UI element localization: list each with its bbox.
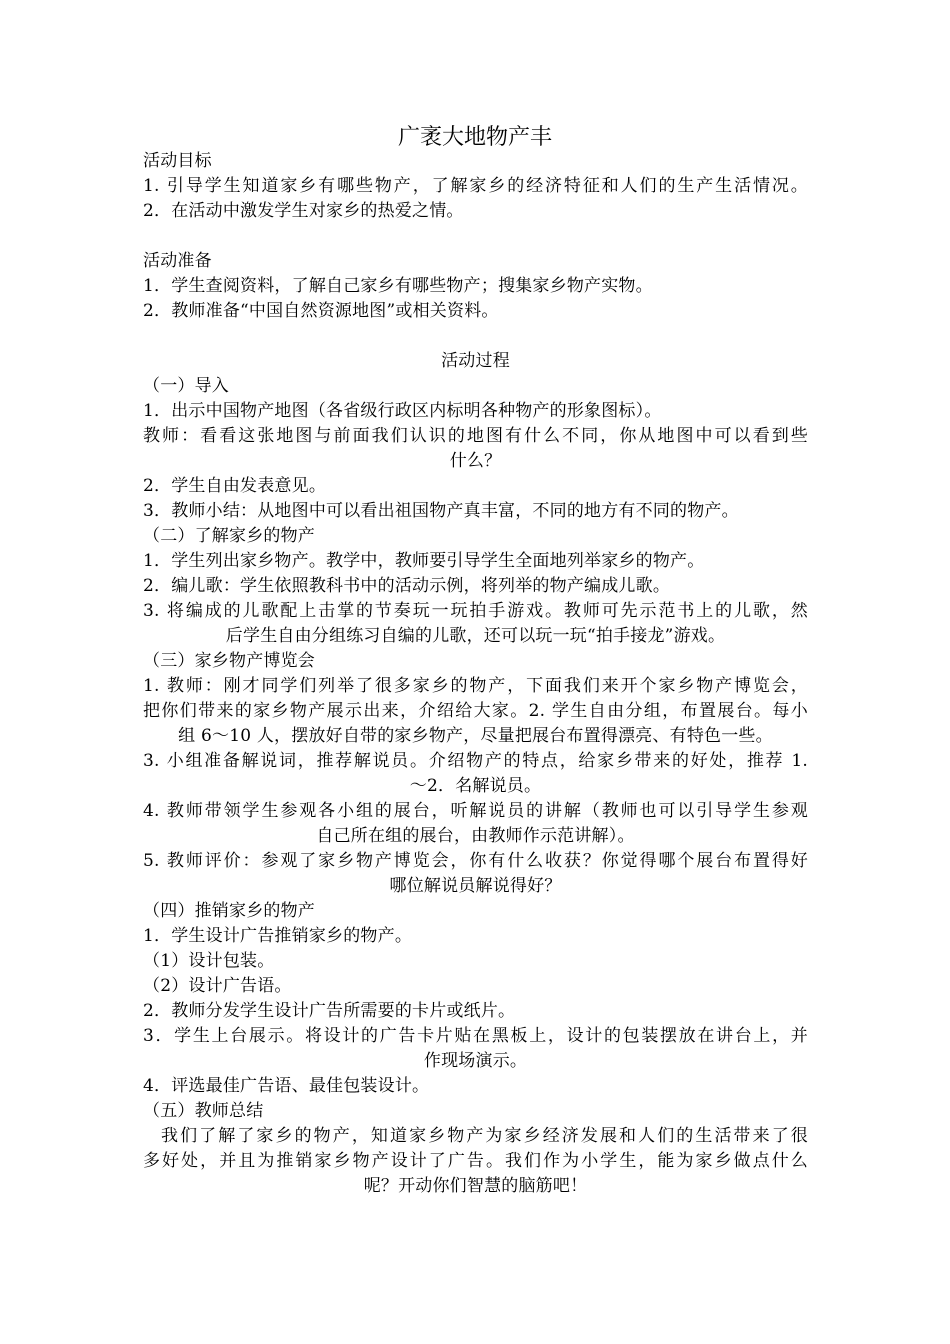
prep-heading: 活动准备 [143,251,212,271]
s1-line-1: 1．出示中国物产地图（各省级行政区内标明各种物产的形象图标）。 [143,401,662,421]
s1-line-2a: 教师：看看这张地图与前面我们认识的地图有什么不同，你从地图中可以看到些 [143,426,808,446]
s3-line-2a: 3. 小组准备解说词，推荐解说员。介绍物产的特点，给家乡带来的好处，推荐 1. [143,751,808,771]
goal-item-1: 1. 引导学生知道家乡有哪些物产，了解家乡的经济特征和人们的生产生活情况。 [143,176,808,196]
s3-line-4a: 5. 教师评价：参观了家乡物产博览会，你有什么收获？你觉得哪个展台布置得好 [143,851,808,871]
s2-line-3b: 后学生自由分组练习自编的儿歌，还可以玩一玩“拍手接龙”游戏。 [225,626,726,646]
s3-line-1b: 把你们带来的家乡物产展示出来，介绍给大家。2. 学生自由分组，布置展台。每小 [143,701,808,721]
s4-line-1: 1．学生设计广告推销家乡的物产。 [143,926,413,946]
s5-paragraph-line-1: 我们了解了家乡的物产，知道家乡物产为家乡经济发展和人们的生活带来了很 [161,1126,808,1146]
s4-line-5a: 3．学生上台展示。将设计的广告卡片贴在黑板上，设计的包装摆放在讲台上，并 [143,1026,808,1046]
goal-item-2: 2．在活动中激发学生对家乡的热爱之情。 [143,201,464,221]
s1-line-3: 2．学生自由发表意见。 [143,476,327,496]
s1-line-4: 3．教师小结：从地图中可以看出祖国物产真丰富，不同的地方有不同的物产。 [143,501,739,521]
s2-line-1: 1．学生列出家乡物产。教学中，教师要引导学生全面地列举家乡的物产。 [143,551,705,571]
section-2-heading: （二）了解家乡的物产 [143,526,315,546]
s2-line-2: 2．编儿歌：学生依照教科书中的活动示例，将列举的物产编成儿歌。 [143,576,671,596]
section-5-heading: （五）教师总结 [143,1101,264,1121]
section-1-heading: （一）导入 [143,376,229,396]
s4-line-2: （1）设计包装。 [143,951,275,971]
s3-line-4b: 哪位解说员解说得好？ [389,876,562,896]
s3-line-1a: 1. 教师：刚才同学们列举了很多家乡的物产，下面我们来开个家乡物产博览会， [143,676,808,696]
s3-line-3b: 自己所在组的展台，由教师作示范讲解）。 [316,826,635,846]
page-title: 广袤大地物产丰 [397,125,552,150]
s5-paragraph-line-3: 呢？开动你们智慧的脑筋吧！ [363,1176,588,1196]
goals-heading: 活动目标 [143,151,212,171]
s3-line-1c: 组 6～10 人，摆放好自带的家乡物产，尽量把展台布置得漂亮、有特色一些。 [178,726,773,746]
s3-line-3a: 4. 教师带领学生参观各小组的展台，听解说员的讲解（教师也可以引导学生参观 [143,801,808,821]
s2-line-3a: 3. 将编成的儿歌配上击掌的节奏玩一玩拍手游戏。教师可先示范书上的儿歌，然 [143,601,808,621]
prep-item-2: 2．教师准备“中国自然资源地图”或相关资料。 [143,301,499,321]
s1-line-2b: 什么？ [449,451,502,471]
prep-item-1: 1．学生查阅资料，了解自己家乡有哪些物产；搜集家乡物产实物。 [143,276,653,296]
s4-line-5b: 作现场演示。 [423,1051,528,1071]
s4-line-6: 4．评选最佳广告语、最佳包装设计。 [143,1076,430,1096]
process-heading: 活动过程 [441,351,510,371]
section-4-heading: （四）推销家乡的物产 [143,901,315,921]
s4-line-4: 2．教师分发学生设计广告所需要的卡片或纸片。 [143,1001,516,1021]
section-3-heading: （三）家乡物产博览会 [143,651,315,671]
s5-paragraph-line-2: 多好处，并且为推销家乡物产设计了广告。我们作为小学生，能为家乡做点什么 [143,1151,808,1171]
s4-line-3: （2）设计广告语。 [143,976,292,996]
s3-line-2b: ～2．名解说员。 [409,776,542,796]
